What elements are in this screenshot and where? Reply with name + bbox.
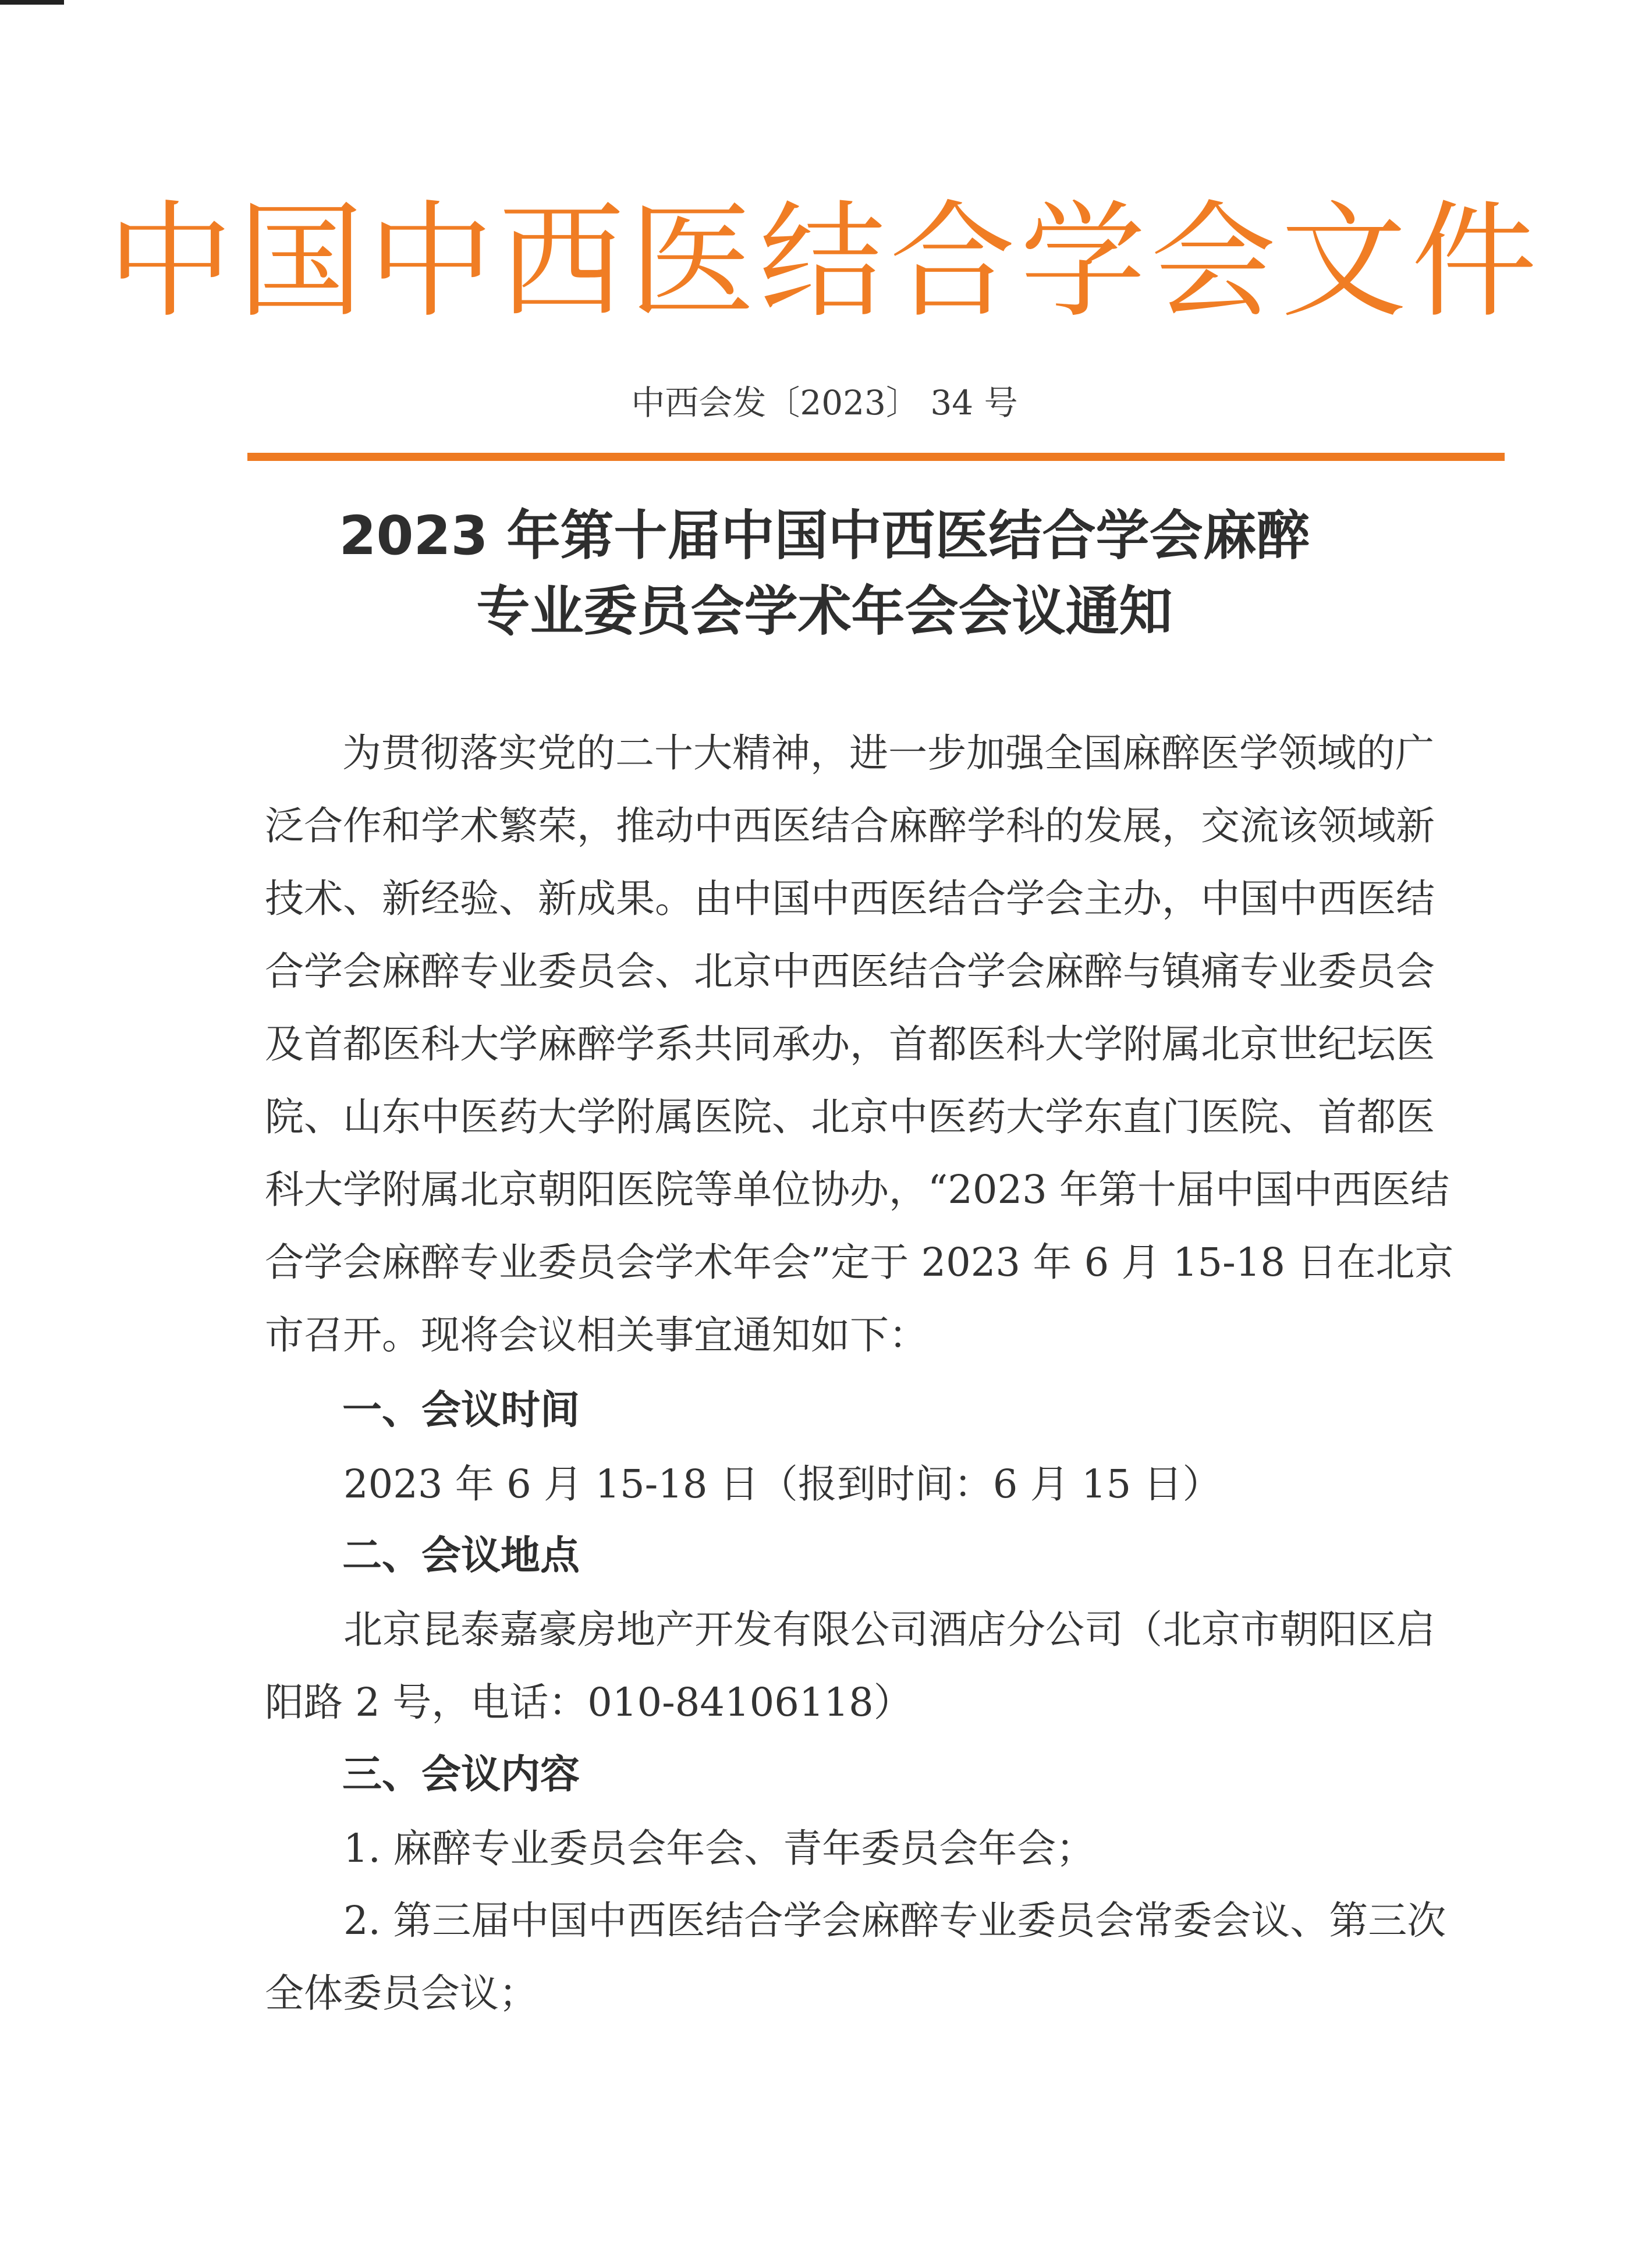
content-item-2-line-1: 2. 第三届中国中西医结合学会麻醉专业委员会常委会议、第三次 (343, 1898, 1446, 1943)
content-item-1: 1. 麻醉专业委员会年会、青年委员会年会； (343, 1826, 1095, 1871)
intro-line: 及首都医科大学麻醉学系共同承办，首都医科大学附属北京世纪坛医 (265, 1021, 1435, 1067)
section-heading-place: 二、会议地点 (342, 1533, 580, 1579)
intro-line: 科大学附属北京朝阳医院等单位协办，“2023 年第十届中国中西医结 (265, 1167, 1450, 1212)
intro-line: 合学会麻醉专业委员会、北京中西医结合学会麻醉与镇痛专业委员会 (265, 949, 1435, 994)
intro-line: 泛合作和学术繁荣，推动中西医结合麻醉学科的发展，交流该领域新 (265, 803, 1435, 849)
intro-line: 市召开。现将会议相关事宜通知如下： (265, 1312, 928, 1358)
intro-line: 技术、新经验、新成果。由中国中西医结合学会主办，中国中西医结 (265, 876, 1435, 921)
notice-title-line-1: 2023 年第十届中国中西医结合学会麻醉 (339, 505, 1310, 567)
intro-line: 院、山东中医药大学附属医院、北京中医药大学东直门医院、首都医 (265, 1094, 1435, 1140)
document-header-title: 中国中西医结合学会文件 (107, 189, 1542, 335)
header-divider (247, 453, 1505, 461)
meeting-time-text: 2023 年 6 月 15-18 日（报到时间：6 月 15 日） (343, 1461, 1222, 1507)
notice-title-line-2: 专业委员会学术年会会议通知 (476, 580, 1173, 643)
document-number: 中西会发〔2023〕 34 号 (631, 383, 1018, 423)
scan-corner-mark (0, 0, 64, 5)
intro-line: 为贯彻落实党的二十大精神，进一步加强全国麻醉医学领域的广 (342, 730, 1434, 776)
content-item-2-line-2: 全体委员会议； (265, 1971, 538, 2016)
section-heading-time: 一、会议时间 (342, 1387, 580, 1433)
section-heading-content: 三、会议内容 (342, 1752, 580, 1798)
meeting-place-line-2: 阳路 2 号，电话：010-84106118） (265, 1680, 913, 1725)
meeting-place-line-1: 北京昆泰嘉豪房地产开发有限公司酒店分公司（北京市朝阳区启 (343, 1607, 1435, 1652)
intro-line: 合学会麻醉专业委员会学术年会”定于 2023 年 6 月 15-18 日在北京 (265, 1240, 1454, 1285)
